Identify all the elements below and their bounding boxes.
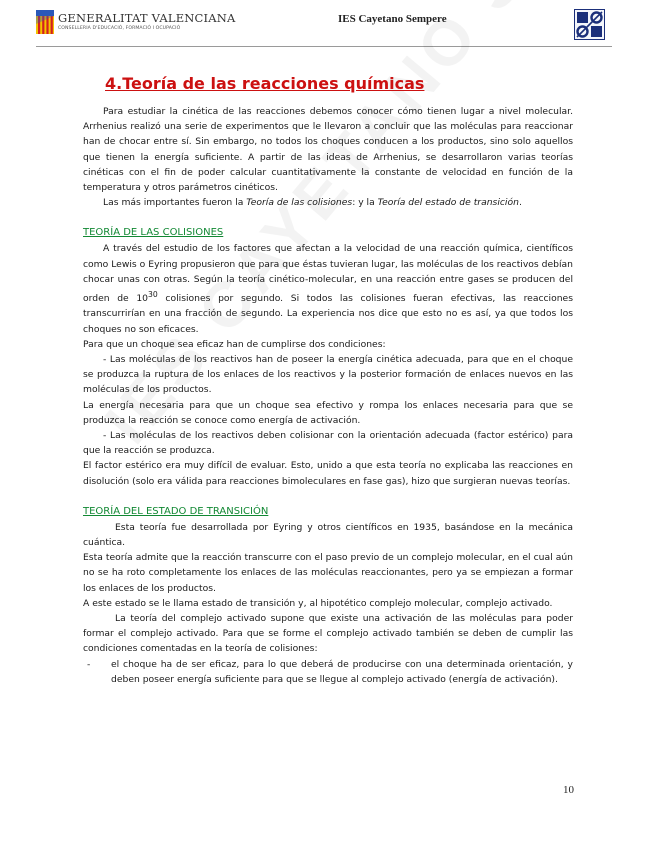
- generalitat-logo: [36, 10, 236, 36]
- list-item: [83, 657, 573, 687]
- page-number: 10: [563, 784, 574, 796]
- transition-paragraph-2: Esta teoría admite que la reacción transcurre con el paso previo de un complejo molecular, en el cual aún no se ha roto completamente los enlaces de las moléculas reaccionantes, pero ya se empiezan a formar los enlaces de los productos.: [83, 552, 573, 594]
- conditions-list: [83, 657, 573, 687]
- condition-2: - Las moléculas de los reactivos deben colisionar con la orientación adecuada (factor estérico) para que la reacción se produzca.: [83, 429, 573, 457]
- intro-text-a: Las más importantes fueron la: [103, 197, 247, 209]
- page-header: [0, 0, 655, 52]
- theory-transition-name: Teoría del estado de transición: [377, 197, 519, 209]
- steric-factor-paragraph: El factor estérico era muy difícil de evaluar. Esto, unido a que esta teoría no explicaba las reacciones en disolución (solo era válida para reacciones bimoleculares en fase gas), hizo que surgieran nuevas teorías.: [83, 460, 573, 487]
- school-name: IES Cayetano Sempere: [338, 13, 447, 25]
- senyera-flag-icon: [36, 10, 54, 34]
- intro-theories-paragraph: [83, 195, 573, 210]
- condition-1: - Las moléculas de los reactivos han de poseer la energía cinética adecuada, para que en el choque se produzca la ruptura de los enlaces de los reactivos y la posterior formación de enlaces nuevos en las moléculas de los productos.: [83, 353, 573, 396]
- activation-energy-paragraph: La energía necesaria para que un choque sea efectivo y rompa los enlaces necesaria para que se produzca la reacción se conoce como energía de activación.: [83, 399, 573, 426]
- collisions-paragraph-2: Para que un choque sea eficaz han de cumplirse dos condiciones:: [83, 338, 386, 350]
- transition-paragraph-3: A este estado se le llama estado de transición y, al hipotético complejo molecular, complejo activado.: [83, 597, 553, 609]
- intro-paragraph: Para estudiar la cinética de las reacciones debemos conocer cómo tienen lugar a nivel molecular. Arrhenius realizó una serie de experimentos que le llevaron a concluir que las moléculas para reaccionar han de chocar entre sí. Sin embargo, no todos los choques conducen a los productos, sino solo aquellos que tienen la energía suficiente. A partir de las ideas de Arrhenius, se desarrollaron varias teorías cinéticas con el fin de poder calcular cuantitativamente la constante de velocidad en función de la temperatura y otros parámetros cinéticos.: [83, 106, 573, 194]
- generalitat-name: GENERALITAT VALENCIANA: [58, 11, 236, 25]
- school-logo-icon: [574, 9, 605, 40]
- intro-text-b: : y la: [352, 197, 378, 209]
- intro-text-c: .: [518, 197, 522, 209]
- section-heading-collisions: TEORÍA DE LAS COLISIONES: [83, 227, 224, 239]
- list-item-text: el choque ha de ser eficaz, para lo que deberá de producirse con una determinada orientación, y deben poseer energía suficiente para que se llegue al complejo activado (energía de activación).: [111, 658, 573, 685]
- section-heading-transition-state: TEORÍA DEL ESTADO DE TRANSICIÓN: [83, 505, 269, 517]
- header-rule: [36, 46, 612, 47]
- list-bullet: -: [87, 658, 91, 670]
- conselleria-name: CONSELLERIA D'EDUCACIÓ, FORMACIÓ I OCUPACIÓ: [58, 26, 181, 31]
- transition-paragraph-1: Esta teoría fue desarrollada por Eyring y otros científicos en 1935, basándose en la mecánica cuántica.: [83, 521, 573, 548]
- page-title: 4.Teoría de las reacciones químicas: [105, 74, 425, 93]
- main-content: [83, 104, 573, 687]
- collisions-paragraph-1: [83, 241, 573, 336]
- exponent: 30: [148, 290, 158, 300]
- theory-collisions-name: Teoría de las colisiones: [246, 197, 353, 209]
- transition-paragraph-4: La teoría del complejo activado supone que existe una activación de las moléculas para poder formar el complejo activado. Para que se forme el complejo activado también se deben de cumplir las condiciones comentadas en la teoría de colisiones:: [83, 612, 573, 655]
- collisions-text-a: A través del estudio de los factores que afectan a la velocidad de una reacción química, científicos como Lewis o Eyring propusieron que para que éstas tuvieran lugar, las moléculas de los reactivos debían chocar unas con otras. Según la teoría cinético-molecular, en una reacción entre gases se producen del orden de 10: [83, 243, 573, 305]
- collisions-text-b: colisiones por segundo. Si todos las colisiones fueran efectivas, las reacciones transcurrirían en una fracción de segundo. La experiencia nos dice que esto no es así, ya que todos los choques no son eficaces.: [83, 293, 573, 335]
